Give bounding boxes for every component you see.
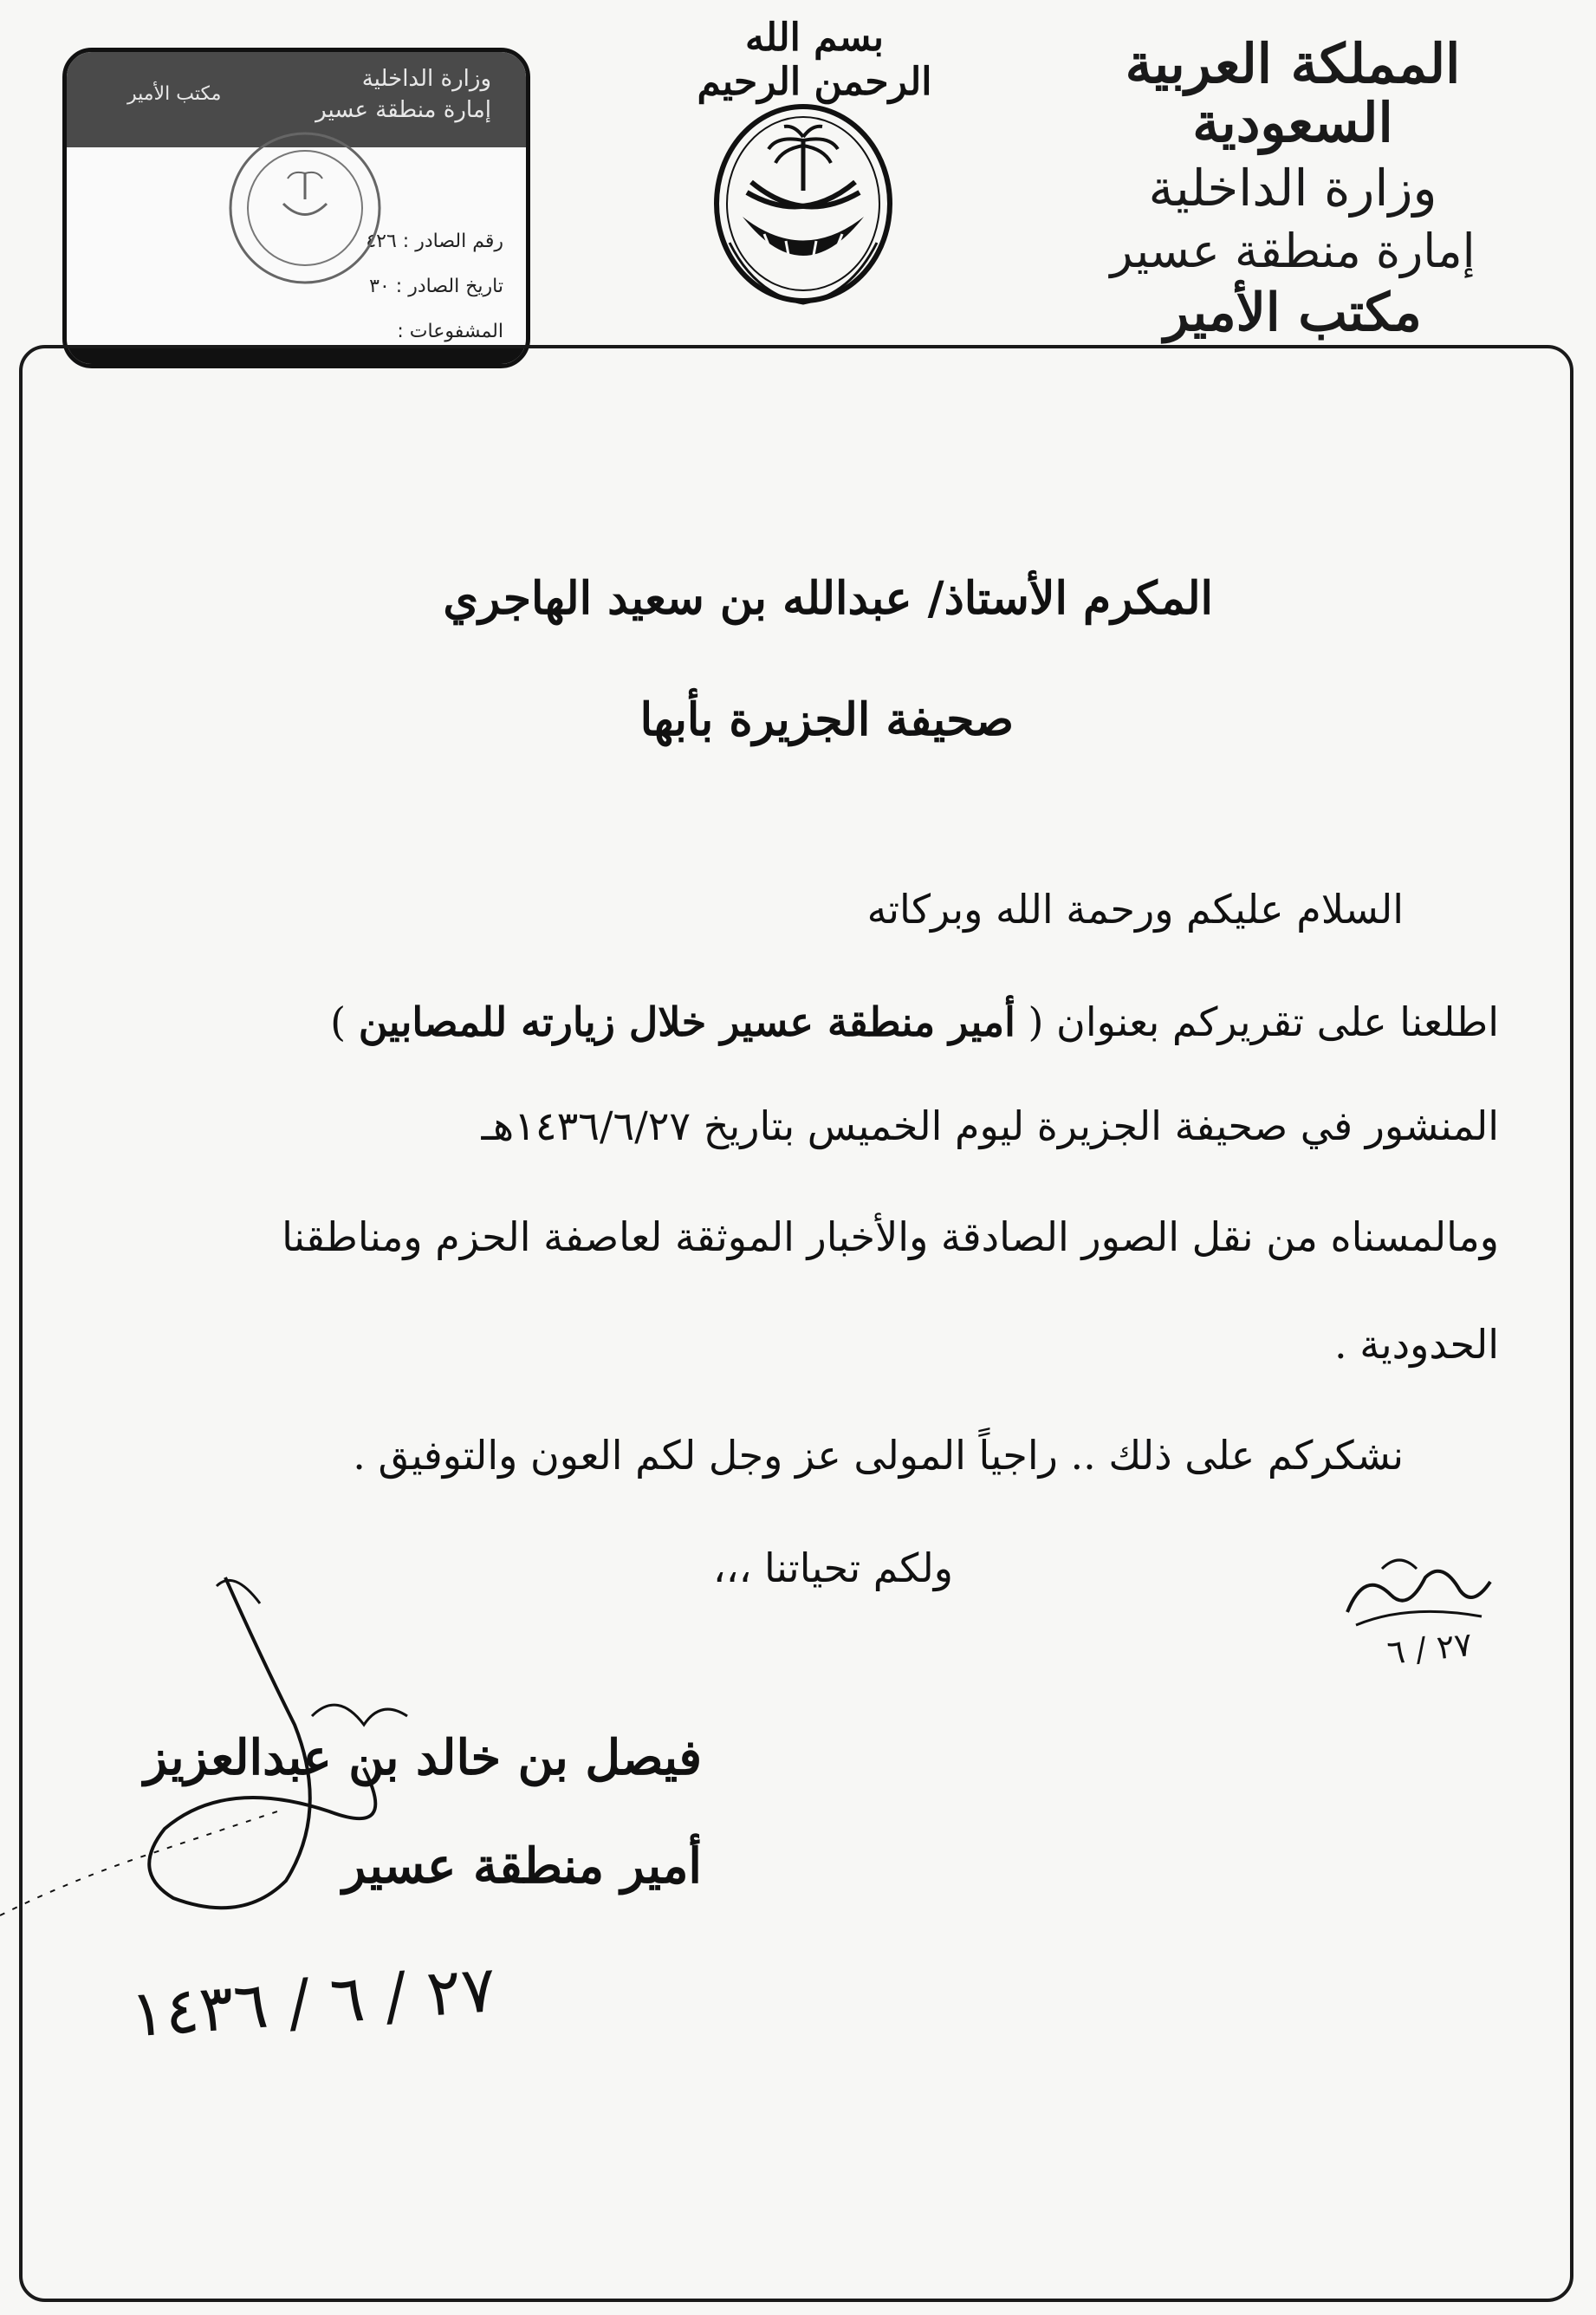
body-paragraph-4: الحدودية .	[1333, 1321, 1499, 1368]
body-paragraph-1	[52, 998, 1499, 1045]
letterhead-office: مكتب الأمير	[1164, 282, 1422, 343]
handwritten-date: ٢٧ / ٦ / ١٤٣٦	[127, 1952, 498, 2052]
body-paragraph-2: المنشور في صحيفة الجزيرة ليوم الخميس بتاريخ ١٤٣٦/٦/٢٧هـ	[481, 1102, 1499, 1149]
newspaper-line: صحيفة الجزيرة بأبها	[639, 693, 1014, 746]
reference-number-label: رقم الصادر :	[402, 231, 503, 252]
body-paragraph-1-suffix: )	[330, 998, 347, 1045]
handwritten-signature	[0, 1551, 780, 2037]
reference-ministry: وزارة الداخلية	[361, 66, 491, 92]
letterhead	[1050, 32, 1535, 343]
reference-emirate: إمارة منطقة عسير	[315, 97, 491, 123]
regards-line: ولكم تحياتنا ،،،	[712, 1544, 953, 1591]
reference-office: مكتب الأمير	[127, 83, 222, 105]
letterhead-kingdom: المملكة العربية السعودية	[1125, 32, 1461, 155]
reference-number-value: ٤٢٦	[366, 231, 397, 252]
signatory-title: أمير منطقة عسير	[342, 1837, 702, 1895]
reference-attachments-label: المشفوعات :	[397, 321, 503, 342]
report-title: أمير منطقة عسير خلال زيارته للمصابين	[358, 998, 1015, 1045]
official-seal-icon	[214, 121, 396, 295]
signatory-name: فيصل بن خالد بن عبدالعزيز	[144, 1729, 702, 1786]
saudi-emblem-icon	[704, 95, 903, 312]
basmala-calligraphy: بسم الله الرحمن الرحيم	[697, 16, 932, 104]
recipient-line: المكرم الأستاذ/ عبدالله بن سعيد الهاجري	[443, 572, 1213, 625]
letterhead-emirate: إمارة منطقة عسير	[1110, 224, 1476, 279]
reference-stamp-box	[62, 48, 530, 368]
body-paragraph-1-prefix: اطلعنا على تقريركم بعنوان (	[1028, 998, 1499, 1045]
margin-date: ٢٧ / ٦	[1385, 1624, 1475, 1673]
reference-date-value: ٣٠	[369, 276, 390, 297]
reference-date-label: تاريخ الصادر :	[395, 276, 503, 297]
letterhead-ministry: وزارة الداخلية	[1148, 159, 1437, 218]
body-paragraph-3: ومالمسناه من نقل الصور الصادقة والأخبار الموثقة لعاصفة الحزم ومناطقنا	[282, 1213, 1499, 1260]
reference-attachments-row	[397, 321, 503, 342]
thanks-line: نشكركم على ذلك .. راجياً المولى عز وجل لكم العون والتوفيق .	[353, 1432, 1404, 1479]
greeting-line: السلام عليكم ورحمة الله وبركاته	[866, 886, 1404, 933]
